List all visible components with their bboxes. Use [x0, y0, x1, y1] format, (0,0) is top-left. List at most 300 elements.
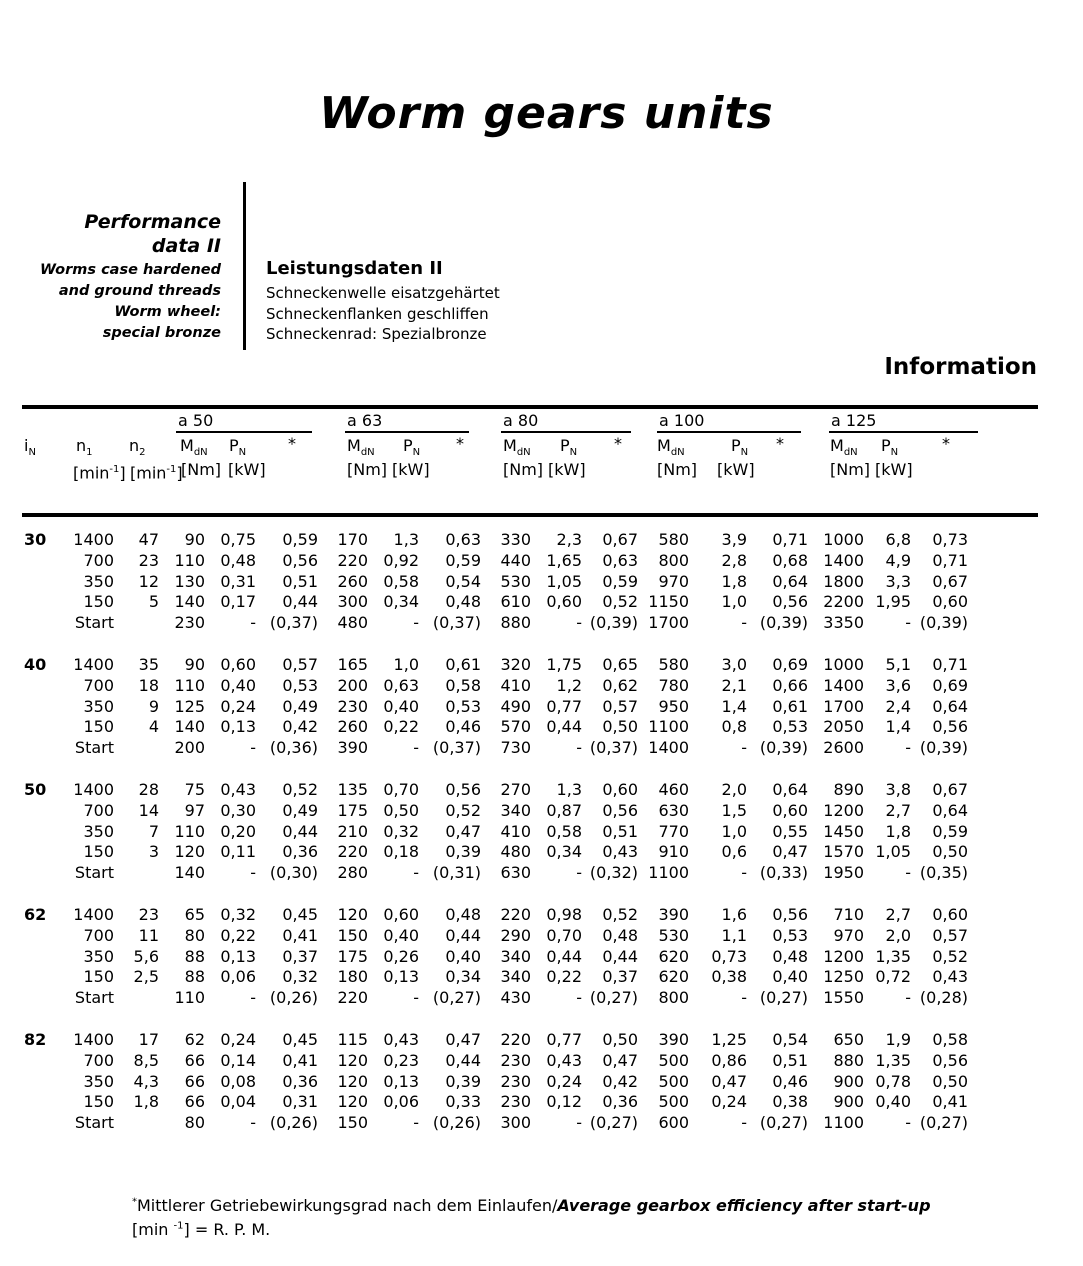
table-cell-n2: 7: [148, 822, 159, 841]
table-cell-torque-a63: 175: [337, 947, 368, 966]
table-cell-torque-a100: 620: [658, 967, 689, 986]
table-cell-eff-a50: 0,37: [282, 947, 318, 966]
table-cell-power-a100: 1,0: [721, 822, 747, 841]
table-cell-n2: 4: [148, 717, 159, 736]
ratio-label: 30: [24, 530, 47, 549]
table-cell-power-a50: -: [250, 613, 256, 632]
table-cell-torque-a100: 780: [658, 676, 689, 695]
table-cell-power-a50: 0,13: [220, 947, 256, 966]
table-cell-eff-a63: 0,48: [445, 905, 481, 924]
table-cell-eff-a100: 0,61: [772, 697, 808, 716]
table-cell-eff-a63: 0,34: [445, 967, 481, 986]
table-cell-torque-a50: 125: [174, 697, 205, 716]
information-label: Information: [884, 354, 1037, 380]
table-cell-n1: 350: [83, 697, 114, 716]
table-cell-eff-a63: 0,44: [445, 926, 481, 945]
table-cell-torque-a63: 390: [337, 738, 368, 757]
table-cell-power-a80: 0,22: [546, 967, 582, 986]
table-cell-n1: 1400: [73, 655, 114, 674]
table-cell-power-a100: -: [741, 613, 747, 632]
table-cell-eff-a125: (0,28): [919, 988, 968, 1007]
table-cell-eff-a125: (0,27): [919, 1113, 968, 1132]
table-cell-eff-a50: 0,59: [282, 530, 318, 549]
table-cell-power-a50: 0,06: [220, 967, 256, 986]
table-cell-power-a50: 0,22: [220, 926, 256, 945]
table-cell-power-a100: 1,8: [721, 572, 747, 591]
table-cell-torque-a50: 88: [184, 947, 205, 966]
table-cell-eff-a50: 0,56: [282, 551, 318, 570]
table-cell-power-a125: 4,9: [885, 551, 911, 570]
table-cell-torque-a100: 910: [658, 842, 689, 861]
table-cell-eff-a50: 0,44: [282, 822, 318, 841]
table-cell-eff-a50: 0,42: [282, 717, 318, 736]
table-cell-power-a63: 0,13: [383, 967, 419, 986]
table-cell-n1: 700: [83, 551, 114, 570]
table-cell-power-a50: 0,48: [220, 551, 256, 570]
ratio-label: 40: [24, 655, 47, 674]
table-cell-torque-a63: 175: [337, 801, 368, 820]
table-cell-torque-a80: 300: [500, 1113, 531, 1132]
table-cell-n1: 700: [83, 676, 114, 695]
table-cell-eff-a50: (0,37): [269, 613, 318, 632]
table-cell-eff-a50: 0,36: [282, 842, 318, 861]
table-cell-torque-a50: 65: [184, 905, 205, 924]
table-cell-torque-a50: 66: [184, 1051, 205, 1070]
table-cell-n1: Start: [74, 613, 114, 632]
table-header-rule: [22, 513, 1038, 517]
table-cell-power-a50: 0,17: [220, 592, 256, 611]
table-cell-torque-a125: 1570: [823, 842, 864, 861]
table-cell-torque-a80: 320: [500, 655, 531, 674]
table-cell-eff-a50: 0,31: [282, 1092, 318, 1111]
table-cell-eff-a125: 0,58: [932, 1030, 968, 1049]
table-cell-torque-a125: 1450: [823, 822, 864, 841]
table-cell-torque-a125: 2050: [823, 717, 864, 736]
table-cell-eff-a125: (0,39): [919, 738, 968, 757]
table-cell-power-a50: -: [250, 988, 256, 1007]
table-cell-power-a100: -: [741, 988, 747, 1007]
unit-torque: [Nm]: [830, 460, 871, 479]
table-cell-torque-a50: 110: [174, 551, 205, 570]
col-header-power: $P_N$: [229, 436, 247, 459]
table-cell-torque-a80: 290: [500, 926, 531, 945]
table-cell-power-a63: 0,40: [383, 697, 419, 716]
table-cell-power-a63: 0,06: [383, 1092, 419, 1111]
table-cell-eff-a63: 0,47: [445, 822, 481, 841]
table-cell-torque-a50: 200: [174, 738, 205, 757]
unit-torque: [Nm]: [347, 460, 388, 479]
table-cell-torque-a125: 900: [833, 1092, 864, 1111]
table-cell-eff-a63: 0,52: [445, 801, 481, 820]
table-cell-torque-a80: 340: [500, 947, 531, 966]
ratio-label: 82: [24, 1030, 47, 1049]
table-cell-power-a125: -: [905, 863, 911, 882]
table-cell-power-a125: 1,35: [875, 1051, 911, 1070]
table-cell-eff-a100: 0,53: [772, 717, 808, 736]
unit-power: [kW]: [548, 460, 586, 479]
table-cell-eff-a80: 0,50: [602, 1030, 638, 1049]
col-header-efficiency: *: [776, 434, 784, 453]
table-cell-eff-a63: 0,39: [445, 842, 481, 861]
table-cell-eff-a80: (0,32): [589, 863, 638, 882]
table-cell-eff-a50: (0,26): [269, 988, 318, 1007]
table-cell-n1: 700: [83, 926, 114, 945]
table-cell-torque-a63: 170: [337, 530, 368, 549]
rpm-sup: -1: [173, 1220, 184, 1232]
table-cell-n1: Start: [74, 1113, 114, 1132]
table-cell-power-a63: 0,32: [383, 822, 419, 841]
leistungsdaten-heading: Leistungsdaten II: [266, 258, 443, 279]
table-cell-torque-a63: 260: [337, 572, 368, 591]
table-cell-power-a80: -: [576, 988, 582, 1007]
table-cell-eff-a50: 0,36: [282, 1072, 318, 1091]
table-cell-torque-a63: 150: [337, 926, 368, 945]
table-cell-torque-a63: 210: [337, 822, 368, 841]
table-cell-power-a125: 0,40: [875, 1092, 911, 1111]
table-cell-eff-a80: 0,37: [602, 967, 638, 986]
table-cell-eff-a80: 0,56: [602, 801, 638, 820]
table-cell-eff-a100: 0,46: [772, 1072, 808, 1091]
table-cell-power-a50: 0,75: [220, 530, 256, 549]
table-cell-eff-a100: 0,56: [772, 592, 808, 611]
table-cell-power-a125: 2,0: [885, 926, 911, 945]
table-cell-torque-a100: 620: [658, 947, 689, 966]
table-cell-torque-a80: 490: [500, 697, 531, 716]
unit-power: [kW]: [228, 460, 266, 479]
table-cell-torque-a50: 66: [184, 1092, 205, 1111]
table-cell-power-a80: 2,3: [556, 530, 582, 549]
table-cell-power-a50: 0,08: [220, 1072, 256, 1091]
page-title: Worm gears units: [319, 88, 774, 139]
table-cell-power-a80: 0,44: [546, 717, 582, 736]
table-cell-power-a50: 0,11: [220, 842, 256, 861]
table-cell-eff-a125: 0,69: [932, 676, 968, 695]
desc-line-de: Schneckenflanken geschliffen: [266, 304, 489, 323]
table-cell-eff-a63: 0,44: [445, 1051, 481, 1070]
table-cell-power-a100: 1,4: [721, 697, 747, 716]
table-cell-torque-a125: 880: [833, 1051, 864, 1070]
table-cell-eff-a80: 0,65: [602, 655, 638, 674]
table-cell-torque-a63: 120: [337, 1051, 368, 1070]
table-cell-n1: Start: [74, 738, 114, 757]
table-cell-torque-a100: 500: [658, 1092, 689, 1111]
table-cell-power-a63: 0,13: [383, 1072, 419, 1091]
desc-line: Worms case hardened: [39, 262, 221, 278]
table-cell-eff-a63: 0,39: [445, 1072, 481, 1091]
table-cell-eff-a50: 0,52: [282, 780, 318, 799]
table-cell-torque-a80: 530: [500, 572, 531, 591]
table-cell-eff-a100: 0,64: [772, 572, 808, 591]
group-header: a 80: [503, 411, 539, 430]
table-cell-torque-a125: 1200: [823, 947, 864, 966]
table-cell-power-a80: 0,12: [546, 1092, 582, 1111]
table-cell-torque-a50: 140: [174, 592, 205, 611]
table-cell-power-a50: 0,31: [220, 572, 256, 591]
table-cell-power-a125: 5,1: [885, 655, 911, 674]
footnote-rpm: [132, 1220, 270, 1239]
table-cell-eff-a63: 0,61: [445, 655, 481, 674]
table-cell-n2: 3: [148, 842, 159, 861]
table-cell-torque-a100: 530: [658, 926, 689, 945]
col-header-power: $P_N$: [731, 436, 749, 459]
table-cell-eff-a125: 0,56: [932, 717, 968, 736]
table-cell-n2: 14: [138, 801, 159, 820]
table-cell-eff-a80: 0,50: [602, 717, 638, 736]
table-cell-n2: 35: [138, 655, 159, 674]
table-cell-torque-a125: 1000: [823, 655, 864, 674]
footnote-text-de: Mittlerer Getriebewirkungsgrad nach dem Einlaufen/: [137, 1196, 558, 1215]
table-cell-eff-a80: 0,52: [602, 592, 638, 611]
ratio-label: 62: [24, 905, 47, 924]
group-underline: [829, 431, 978, 433]
table-cell-power-a100: 0,38: [711, 967, 747, 986]
col-header-torque: $M_{dN}$: [830, 436, 858, 459]
table-cell-torque-a80: 730: [500, 738, 531, 757]
table-cell-eff-a63: 0,56: [445, 780, 481, 799]
table-cell-eff-a63: 0,47: [445, 1030, 481, 1049]
table-cell-eff-a80: 0,42: [602, 1072, 638, 1091]
table-cell-n1: 150: [83, 842, 114, 861]
table-cell-power-a80: 1,65: [546, 551, 582, 570]
table-cell-eff-a125: 0,43: [932, 967, 968, 986]
table-cell-power-a63: 0,18: [383, 842, 419, 861]
table-cell-power-a80: 0,77: [546, 697, 582, 716]
col-header-efficiency: *: [942, 434, 950, 453]
footnote-star: *: [132, 1196, 137, 1208]
table-cell-eff-a63: (0,37): [432, 613, 481, 632]
table-cell-torque-a50: 110: [174, 988, 205, 1007]
performance-label-de: [266, 257, 500, 345]
table-cell-power-a50: 0,60: [220, 655, 256, 674]
table-cell-torque-a125: 1400: [823, 551, 864, 570]
table-cell-torque-a63: 220: [337, 842, 368, 861]
table-cell-torque-a80: 340: [500, 967, 531, 986]
table-cell-eff-a80: 0,43: [602, 842, 638, 861]
table-cell-eff-a80: 0,60: [602, 780, 638, 799]
table-cell-eff-a125: 0,71: [932, 655, 968, 674]
table-cell-power-a100: -: [741, 863, 747, 882]
unit-power: [kW]: [875, 460, 913, 479]
table-cell-torque-a50: 110: [174, 822, 205, 841]
group-underline: [501, 431, 631, 433]
table-cell-torque-a80: 230: [500, 1051, 531, 1070]
table-cell-eff-a100: 0,71: [772, 530, 808, 549]
table-cell-torque-a100: 390: [658, 1030, 689, 1049]
table-cell-eff-a63: 0,58: [445, 676, 481, 695]
table-cell-power-a63: 0,58: [383, 572, 419, 591]
table-cell-power-a50: 0,32: [220, 905, 256, 924]
table-cell-eff-a100: (0,27): [759, 988, 808, 1007]
table-cell-power-a80: -: [576, 738, 582, 757]
table-cell-power-a100: 0,47: [711, 1072, 747, 1091]
table-cell-eff-a63: 0,33: [445, 1092, 481, 1111]
table-cell-power-a100: 0,73: [711, 947, 747, 966]
table-cell-power-a125: 6,8: [885, 530, 911, 549]
table-cell-n1: 700: [83, 801, 114, 820]
table-cell-torque-a125: 1950: [823, 863, 864, 882]
table-cell-power-a50: 0,40: [220, 676, 256, 695]
table-cell-n2: 11: [138, 926, 159, 945]
unit-torque: [Nm]: [181, 460, 222, 479]
table-cell-power-a125: 0,78: [875, 1072, 911, 1091]
table-cell-torque-a50: 62: [184, 1030, 205, 1049]
table-cell-power-a63: 0,23: [383, 1051, 419, 1070]
desc-line: special bronze: [102, 325, 221, 341]
table-cell-torque-a50: 80: [184, 1113, 205, 1132]
table-cell-eff-a63: (0,37): [432, 738, 481, 757]
table-cell-power-a125: 3,3: [885, 572, 911, 591]
table-cell-torque-a80: 880: [500, 613, 531, 632]
table-cell-power-a80: 1,05: [546, 572, 582, 591]
table-cell-power-a63: 0,34: [383, 592, 419, 611]
table-cell-torque-a100: 1150: [648, 592, 689, 611]
table-cell-power-a63: 0,70: [383, 780, 419, 799]
table-cell-power-a125: 1,8: [885, 822, 911, 841]
table-cell-torque-a100: 770: [658, 822, 689, 841]
table-cell-eff-a50: 0,41: [282, 926, 318, 945]
table-cell-torque-a63: 200: [337, 676, 368, 695]
table-cell-torque-a63: 260: [337, 717, 368, 736]
table-cell-eff-a50: 0,57: [282, 655, 318, 674]
table-cell-eff-a125: 0,60: [932, 905, 968, 924]
table-cell-power-a125: 3,6: [885, 676, 911, 695]
table-cell-power-a80: 0,87: [546, 801, 582, 820]
table-cell-torque-a100: 950: [658, 697, 689, 716]
table-cell-eff-a125: 0,71: [932, 551, 968, 570]
unit-torque: [Nm]: [503, 460, 544, 479]
desc-line-de: Schneckenwelle eisatzgehärtet: [266, 284, 500, 302]
table-cell-torque-a100: 460: [658, 780, 689, 799]
table-cell-torque-a80: 220: [500, 1030, 531, 1049]
table-cell-power-a100: 1,25: [711, 1030, 747, 1049]
table-cell-power-a100: 2,8: [721, 551, 747, 570]
table-cell-torque-a125: 1550: [823, 988, 864, 1007]
table-cell-eff-a125: (0,35): [919, 863, 968, 882]
table-cell-n2: 28: [138, 780, 159, 799]
table-cell-eff-a80: 0,57: [602, 697, 638, 716]
table-cell-eff-a80: 0,52: [602, 905, 638, 924]
table-cell-power-a80: -: [576, 613, 582, 632]
table-cell-torque-a50: 130: [174, 572, 205, 591]
table-cell-power-a50: -: [250, 738, 256, 757]
table-cell-eff-a125: 0,59: [932, 822, 968, 841]
table-cell-eff-a50: 0,49: [282, 697, 318, 716]
table-cell-eff-a125: 0,60: [932, 592, 968, 611]
table-cell-torque-a63: 115: [337, 1030, 368, 1049]
table-cell-power-a100: -: [741, 738, 747, 757]
table-cell-power-a100: 0,24: [711, 1092, 747, 1111]
col-header-efficiency: *: [614, 434, 622, 453]
table-cell-eff-a125: 0,64: [932, 697, 968, 716]
table-cell-power-a63: 0,22: [383, 717, 419, 736]
table-cell-torque-a100: 580: [658, 655, 689, 674]
table-cell-eff-a80: 0,47: [602, 1051, 638, 1070]
table-cell-eff-a63: 0,46: [445, 717, 481, 736]
table-cell-n1: 1400: [73, 530, 114, 549]
table-cell-torque-a125: 3350: [823, 613, 864, 632]
table-cell-torque-a125: 1200: [823, 801, 864, 820]
table-cell-power-a63: -: [413, 613, 419, 632]
table-cell-power-a50: 0,30: [220, 801, 256, 820]
table-cell-n1: Start: [74, 988, 114, 1007]
table-cell-n1: 150: [83, 1092, 114, 1111]
table-cell-eff-a63: (0,31): [432, 863, 481, 882]
table-cell-power-a125: 1,95: [875, 592, 911, 611]
table-cell-n1: 1400: [73, 780, 114, 799]
table-cell-torque-a50: 66: [184, 1072, 205, 1091]
table-cell-power-a50: -: [250, 863, 256, 882]
table-cell-torque-a63: 230: [337, 697, 368, 716]
table-cell-power-a63: -: [413, 1113, 419, 1132]
table-cell-power-a80: -: [576, 863, 582, 882]
table-cell-eff-a50: 0,45: [282, 905, 318, 924]
group-underline: [345, 431, 469, 433]
table-cell-power-a100: 3,9: [721, 530, 747, 549]
table-cell-n2: 1,8: [133, 1092, 159, 1111]
table-cell-torque-a63: 120: [337, 905, 368, 924]
table-cell-eff-a63: 0,63: [445, 530, 481, 549]
table-cell-eff-a100: 0,66: [772, 676, 808, 695]
table-cell-torque-a125: 970: [833, 926, 864, 945]
table-cell-power-a80: 0,58: [546, 822, 582, 841]
group-header: a 63: [347, 411, 383, 430]
table-cell-eff-a50: 0,32: [282, 967, 318, 986]
table-cell-torque-a50: 120: [174, 842, 205, 861]
table-cell-eff-a80: 0,62: [602, 676, 638, 695]
table-cell-power-a100: 1,0: [721, 592, 747, 611]
table-cell-torque-a63: 220: [337, 988, 368, 1007]
table-cell-torque-a100: 1100: [648, 863, 689, 882]
rpm-def: ] = R. P. M.: [183, 1220, 271, 1239]
table-cell-eff-a125: 0,57: [932, 926, 968, 945]
table-cell-torque-a50: 88: [184, 967, 205, 986]
table-cell-power-a50: 0,24: [220, 697, 256, 716]
table-cell-torque-a100: 630: [658, 801, 689, 820]
table-cell-torque-a80: 440: [500, 551, 531, 570]
table-cell-power-a125: -: [905, 613, 911, 632]
table-cell-eff-a100: 0,68: [772, 551, 808, 570]
table-cell-power-a50: 0,20: [220, 822, 256, 841]
table-cell-power-a50: 0,13: [220, 717, 256, 736]
table-cell-eff-a125: 0,67: [932, 780, 968, 799]
table-cell-power-a125: 1,9: [885, 1030, 911, 1049]
table-cell-n2: 18: [138, 676, 159, 695]
table-cell-power-a50: -: [250, 1113, 256, 1132]
table-cell-torque-a50: 230: [174, 613, 205, 632]
table-cell-eff-a100: 0,64: [772, 780, 808, 799]
table-cell-eff-a100: 0,60: [772, 801, 808, 820]
table-cell-torque-a63: 220: [337, 551, 368, 570]
desc-line-de: Schneckenrad: Spezialbronze: [266, 325, 487, 343]
table-cell-eff-a100: 0,51: [772, 1051, 808, 1070]
table-cell-eff-a50: 0,51: [282, 572, 318, 591]
table-cell-eff-a50: 0,44: [282, 592, 318, 611]
table-cell-power-a125: -: [905, 988, 911, 1007]
table-cell-eff-a100: 0,69: [772, 655, 808, 674]
table-cell-eff-a125: (0,39): [919, 613, 968, 632]
table-cell-torque-a100: 1400: [648, 738, 689, 757]
table-cell-eff-a100: 0,54: [772, 1030, 808, 1049]
table-cell-power-a80: 0,70: [546, 926, 582, 945]
table-cell-eff-a100: (0,39): [759, 738, 808, 757]
table-cell-eff-a125: 0,41: [932, 1092, 968, 1111]
table-cell-eff-a80: 0,51: [602, 822, 638, 841]
table-cell-torque-a125: 1400: [823, 676, 864, 695]
table-cell-torque-a100: 800: [658, 988, 689, 1007]
table-cell-eff-a63: 0,53: [445, 697, 481, 716]
table-cell-torque-a100: 800: [658, 551, 689, 570]
table-cell-eff-a80: 0,48: [602, 926, 638, 945]
